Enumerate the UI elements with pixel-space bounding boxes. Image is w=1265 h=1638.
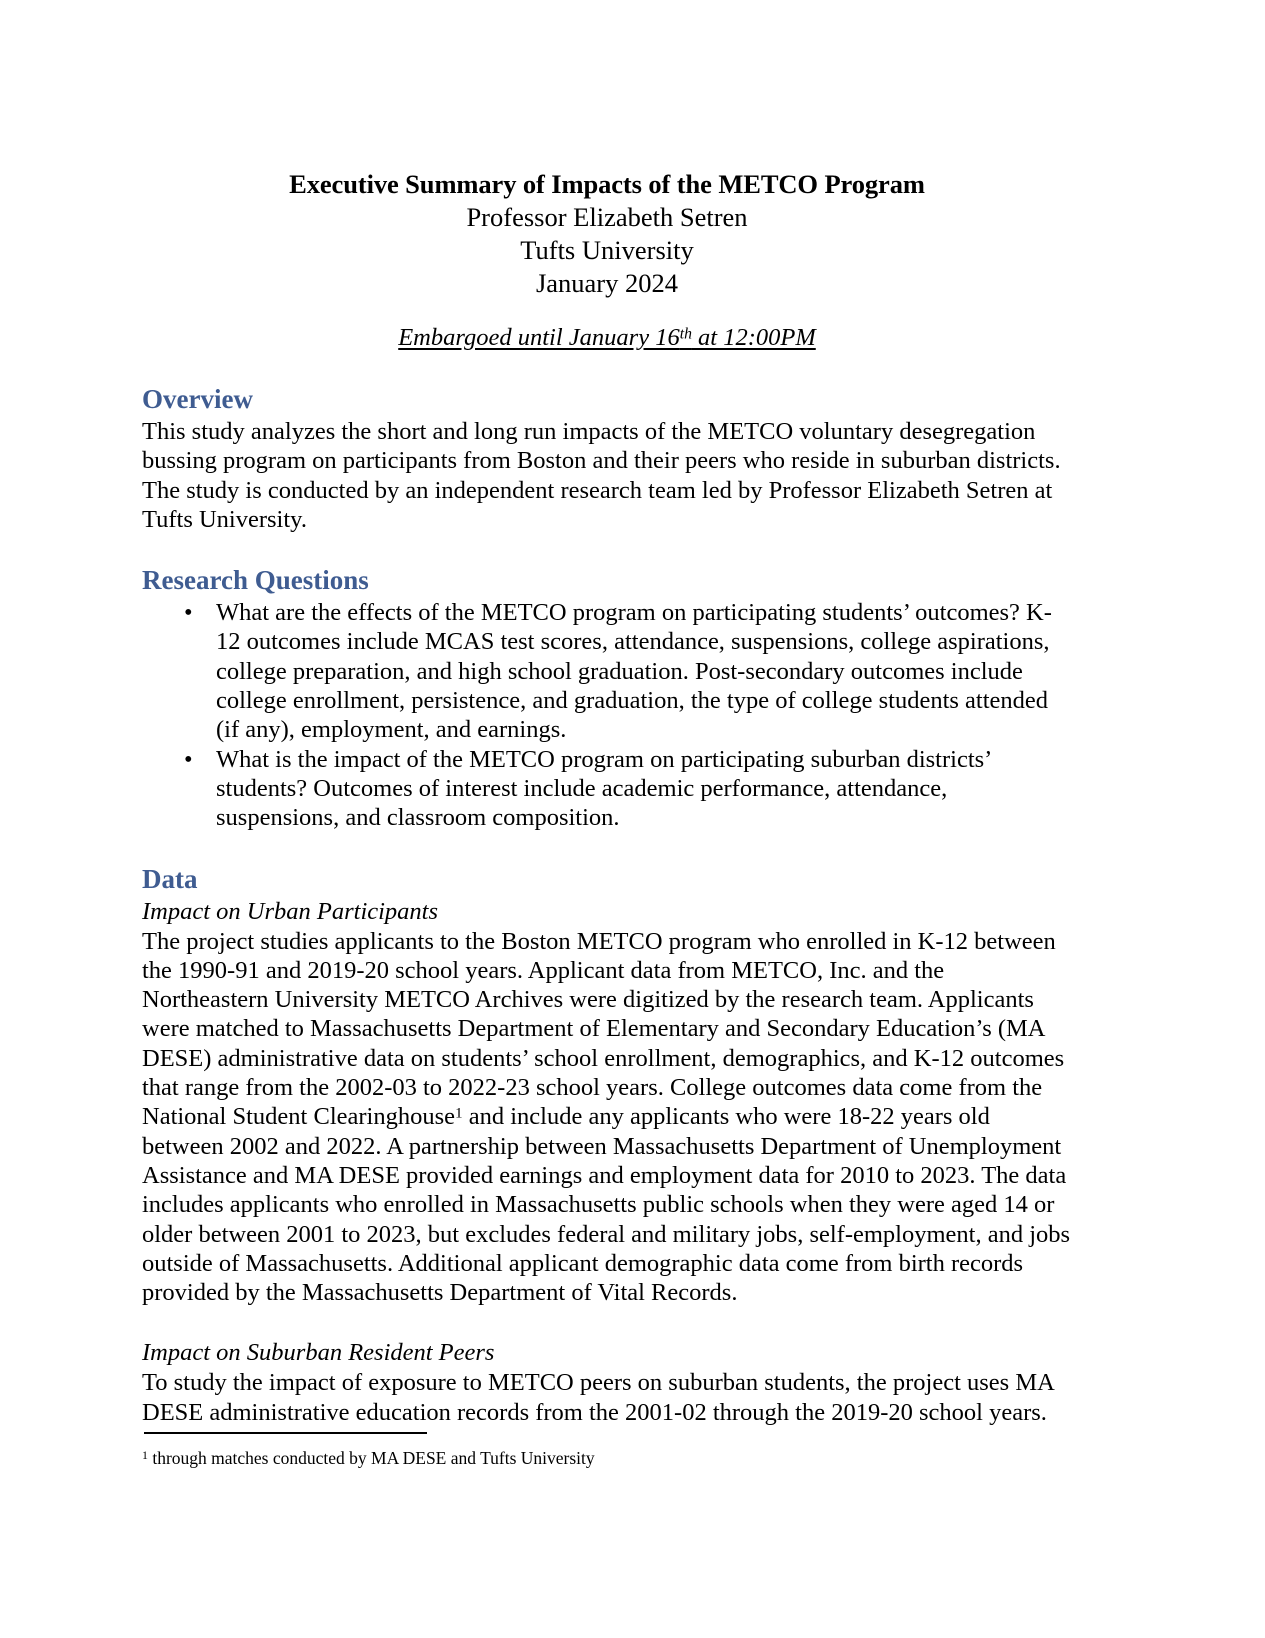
- embargo-notice-wrap: [142, 323, 1072, 353]
- list-item: [142, 598, 1072, 744]
- document-affiliation: Tufts University: [520, 235, 694, 265]
- data-suburban-peers-paragraph: To study the impact of exposure to METCO peers on suburban students, the project uses MA DESE administrative education records from the 2001-02 through the 2019-20 school years.: [142, 1369, 1054, 1426]
- overview-paragraph: This study analyzes the short and long run impacts of the METCO voluntary desegregation bussing program on participants from Boston and their peers who reside in suburban districts. The study is conducted by an independent research team led by Professor Elizabeth Setren at Tufts University.: [142, 418, 1061, 533]
- paragraph-part-after-footnote: and include any applicants who were 18-22 years old between 2002 and 2022. A partnership between Massachusetts Department of Unemployment Assistance and MA DESE provided earnings and employment data for 2010 to 2023. The data includes applicants who enrolled in Massachusetts public schools when they were aged 14 or older between 2001 to 2023, but excludes federal and military jobs, self-employment, and jobs outside of Massachusetts. Additional applicant demographic data come from birth records provided by the Massachusetts Department of Vital Records.: [142, 1103, 1071, 1307]
- footnote-1: [142, 1447, 1072, 1469]
- subheading-impact-suburban-resident-peers: Impact on Suburban Resident Peers: [142, 1339, 495, 1367]
- title-block: [142, 0, 1072, 300]
- embargo-prefix: Embargoed until January 16: [398, 324, 680, 351]
- document-title: Executive Summary of Impacts of the METCO Program: [289, 169, 925, 199]
- footnote-reference-1[interactable]: 1: [455, 1104, 463, 1122]
- bullet-icon: •: [184, 599, 193, 627]
- document-date: January 2024: [535, 268, 679, 298]
- list-item-text: What are the effects of the METCO program on participating students’ outcomes? K-12 outcomes include MCAS test scores, attendance, suspensions, college aspirations, college preparation, and high school graduation. Post-secondary outcomes include college enrollment, persistence, and graduation, the type of college students attended (if any), employment, and earnings.: [216, 599, 1052, 744]
- document-body: [142, 0, 1072, 1427]
- bullet-icon: •: [184, 745, 193, 773]
- paragraph-spacer: [142, 1307, 1072, 1336]
- section-heading-overview: Overview: [142, 384, 253, 414]
- footnote-separator-rule: [144, 1432, 427, 1434]
- section-heading-research-questions: Research Questions: [142, 565, 369, 596]
- embargo-ordinal-suffix: th: [679, 325, 692, 343]
- list-item-text: What is the impact of the METCO program on participating suburban districts’ students? Outcomes of interest include academic performance, attendance, suspensions, and classroom composition.: [216, 745, 991, 832]
- footnote-area: [142, 1432, 1072, 1469]
- paragraph-part-before-footnote: The project studies applicants to the Boston METCO program who enrolled in K-12 between the 1990-91 and 2019-20 school years. Applicant data from METCO, Inc. and the Northeastern University METCO Archives were digitized by the research team. Applicants were matched to Massachusetts Department of Elementary and Secondary Education’s (MA DESE) administrative data on students’ school enrollment, demographics, and K-12 outcomes that range from the 2002-03 to 2022-23 school years. College outcomes data come from the National Student Clearinghouse: [142, 927, 1065, 1131]
- footnote-marker: 1: [142, 1448, 148, 1463]
- section-heading-data: Data: [142, 863, 198, 894]
- research-questions-list: [142, 598, 1072, 832]
- document-author: Professor Elizabeth Setren: [466, 202, 748, 232]
- embargo-suffix: at 12:00PM: [691, 324, 816, 351]
- footnote-text: through matches conducted by MA DESE and Tufts University: [147, 1448, 595, 1468]
- data-urban-participants-paragraph: [142, 927, 1072, 1308]
- embargo-notice: [398, 323, 816, 353]
- list-item: [142, 745, 1072, 833]
- subheading-impact-urban-participants: Impact on Urban Participants: [142, 897, 439, 925]
